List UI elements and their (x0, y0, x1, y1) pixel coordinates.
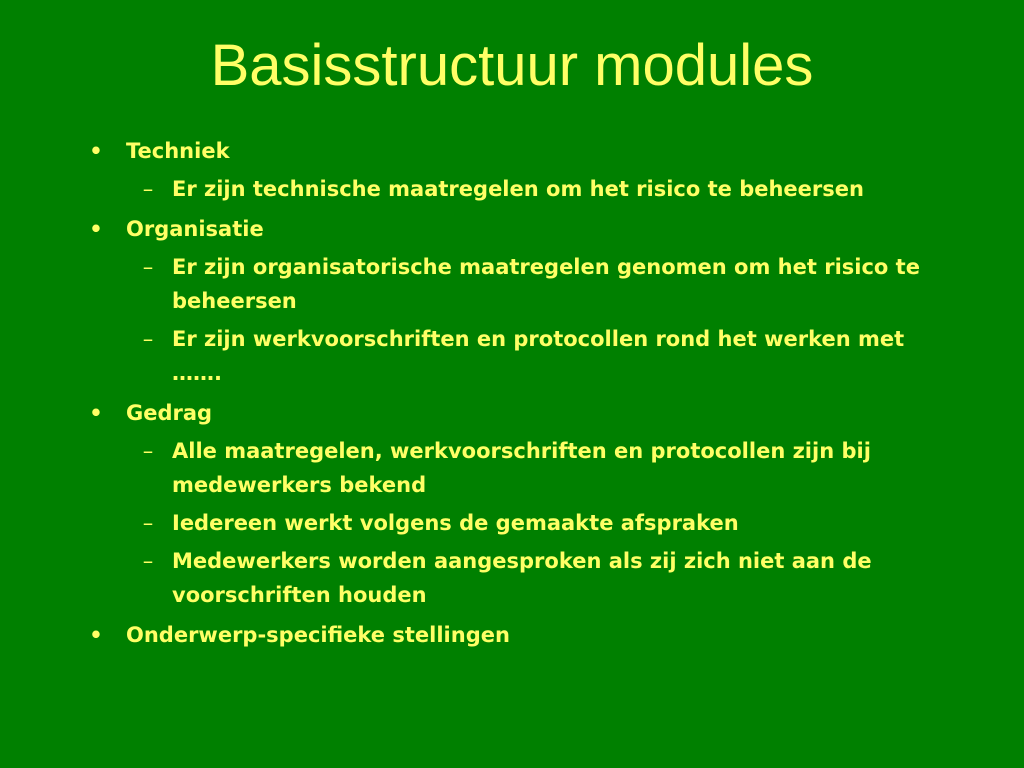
bullet-text: Gedrag (126, 401, 213, 425)
bullet-item (0, 210, 916, 248)
dash-icon: – (142, 511, 154, 535)
sub-bullet-text: Medewerkers worden aangesproken als zij zich niet aan de voorschriften houden (172, 549, 872, 607)
dash-icon: – (142, 255, 154, 279)
sub-bullet-item (0, 506, 932, 540)
sub-bullet-item (0, 172, 932, 206)
dash-icon: – (142, 177, 154, 201)
bullet-icon: • (89, 401, 103, 425)
bullet-icon: • (89, 139, 103, 163)
bullet-item (0, 394, 916, 432)
dash-icon: – (142, 327, 154, 351)
sub-bullet-item (0, 544, 932, 612)
sub-bullet-text: Alle maatregelen, werkvoorschriften en protocollen zijn bij medewerkers bekend (172, 439, 871, 497)
sub-bullet-item (0, 322, 932, 390)
sub-bullet-text: Iedereen werkt volgens de gemaakte afspraken (172, 511, 739, 535)
sub-bullet-text: Er zijn organisatorische maatregelen genomen om het risico te beheersen (172, 255, 920, 313)
sub-bullet-text: Er zijn werkvoorschriften en protocollen rond het werken met ……. (172, 327, 905, 385)
sub-bullet-text: Er zijn technische maatregelen om het risico te beheersen (172, 177, 864, 201)
dash-icon: – (142, 549, 154, 573)
slide-body (0, 132, 1024, 654)
bullet-text: Techniek (126, 139, 230, 163)
sub-bullet-item (0, 250, 932, 318)
bullet-text: Organisatie (126, 217, 264, 241)
slide-title: Basisstructuur modules (210, 33, 814, 98)
sub-bullet-item (0, 434, 932, 502)
dash-icon: – (142, 439, 154, 463)
bullet-item (0, 616, 916, 654)
bullet-icon: • (89, 623, 103, 647)
bullet-text: Onderwerp-specifieke stellingen (126, 623, 510, 647)
bullet-item (0, 132, 916, 170)
bullet-icon: • (89, 217, 103, 241)
